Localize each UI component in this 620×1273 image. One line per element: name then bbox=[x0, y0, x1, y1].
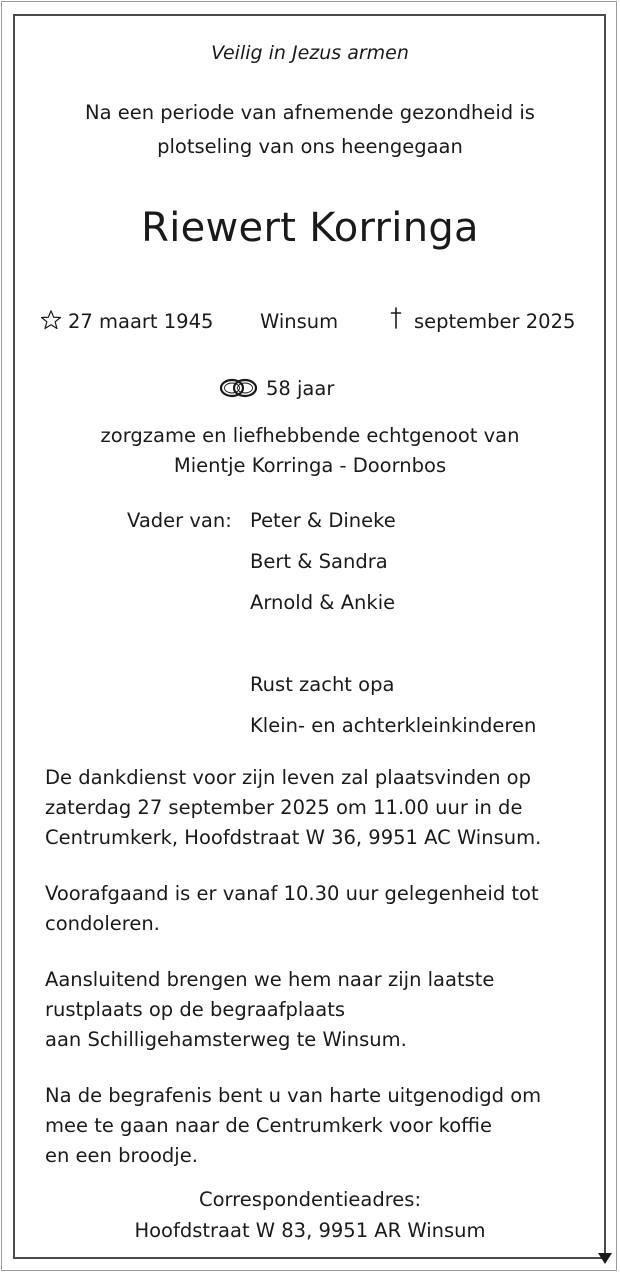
death-date-group bbox=[390, 306, 575, 333]
reception-line: mee te gaan naar de Centrumkerk voor koffie bbox=[45, 1114, 492, 1137]
star-icon bbox=[40, 309, 62, 331]
service-line: De dankdienst voor zijn leven zal plaatsvinden op bbox=[45, 766, 531, 789]
service-line: zaterdag 27 september 2025 om 11.00 uur in de bbox=[45, 796, 523, 819]
burial-line: Aansluitend brengen we hem naar zijn laatste bbox=[45, 968, 495, 991]
child-entry: Arnold & Ankie bbox=[250, 591, 396, 614]
deceased-name: Riewert Korringa bbox=[141, 205, 479, 251]
spouse-line-2: Mientje Korringa - Doornbos bbox=[173, 454, 447, 477]
birth-date-group bbox=[40, 309, 213, 333]
intro-line-1: Na een periode van afnemende gezondheid is bbox=[85, 101, 535, 124]
marriage-duration bbox=[218, 377, 334, 400]
service-line: Centrumkerk, Hoofdstraat W 36, 9951 AC Winsum. bbox=[45, 826, 542, 849]
spouse-line-1: zorgzame en liefhebbende echtgenoot van bbox=[100, 424, 520, 447]
child-entry: Bert & Sandra bbox=[250, 550, 388, 573]
wedding-rings-icon bbox=[218, 377, 260, 399]
grandchildren-line-2: Klein- en achterkleinkinderen bbox=[250, 714, 537, 737]
cross-icon bbox=[390, 306, 402, 330]
birth-place: Winsum bbox=[260, 310, 339, 333]
burial-line: rustplaats op de begraafplaats bbox=[45, 998, 345, 1021]
scroll-down-arrow-icon[interactable] bbox=[598, 1253, 612, 1264]
condolence-line: condoleren. bbox=[45, 912, 160, 935]
grandchildren-line-1: Rust zacht opa bbox=[250, 673, 395, 696]
burial-line: aan Schilligehamsterweg te Winsum. bbox=[45, 1028, 407, 1051]
correspondence-label: Correspondentieadres: bbox=[198, 1188, 422, 1211]
correspondence-address: Hoofdstraat W 83, 9951 AR Winsum bbox=[134, 1219, 486, 1242]
reception-line: Na de begrafenis bent u van harte uitgenodigd om bbox=[45, 1084, 542, 1107]
condolence-line: Voorafgaand is er vanaf 10.30 uur gelegenheid tot bbox=[45, 882, 539, 905]
child-entry: Peter & Dineke bbox=[250, 509, 396, 532]
reception-line: en een broodje. bbox=[45, 1144, 198, 1167]
marriage-years: 58 jaar bbox=[266, 377, 335, 400]
announcement-frame bbox=[13, 14, 606, 1259]
father-of-label: Vader van: bbox=[127, 509, 232, 532]
birth-date: 27 maart 1945 bbox=[68, 310, 214, 333]
motto: Veilig in Jezus armen bbox=[211, 42, 409, 64]
death-date: september 2025 bbox=[414, 310, 576, 333]
intro-line-2: plotseling van ons heengegaan bbox=[157, 135, 463, 158]
